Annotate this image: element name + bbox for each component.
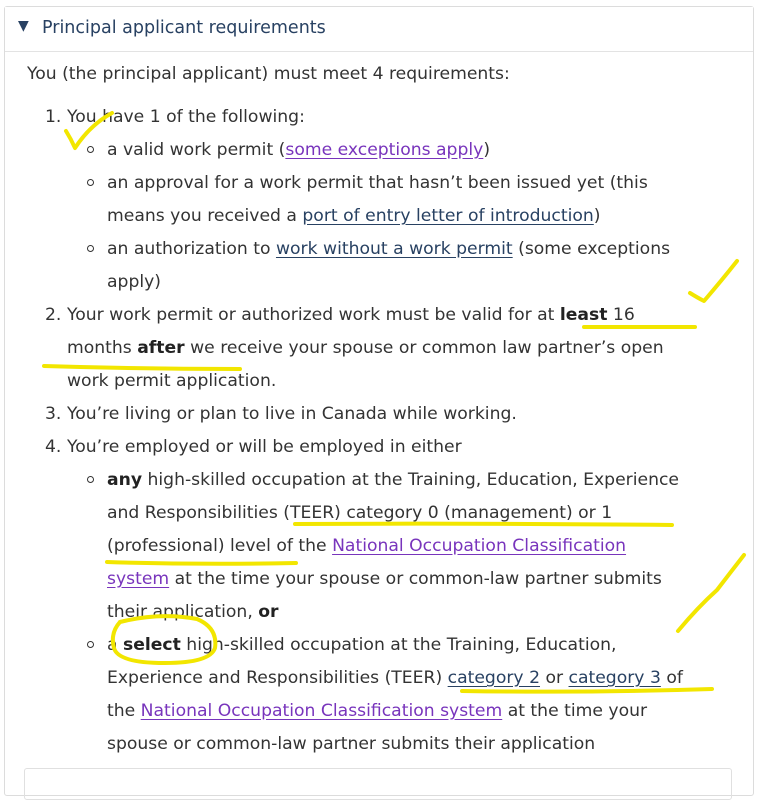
triangle-down-icon: ▼ — [18, 18, 29, 34]
req4-bullet1-line5 — [107, 600, 279, 624]
req1-bullet2-line2 — [107, 204, 601, 228]
req4-bullet2-line3 — [107, 699, 647, 723]
req4-bullet2-a: a — [107, 635, 123, 655]
req1-bullet1-text: a valid work permit ( — [107, 140, 286, 160]
req1-bullet3-text: an authorization to — [107, 239, 276, 259]
req1-bullet3-post: (some exceptions — [512, 239, 671, 259]
req3-number: 3. — [45, 404, 62, 424]
some-exceptions-link[interactable]: some exceptions apply — [285, 140, 484, 160]
req4-bullet1-text: high-skilled occupation at the Training, Education, Experience — [142, 470, 679, 490]
req4-bullet1-line2: and Responsibilities (TEER) category 0 (management) or 1 — [107, 503, 613, 523]
next-section-box — [24, 768, 732, 800]
req4-bullet2-line3-text: at the time your — [502, 701, 648, 721]
noc-link-part1[interactable]: National Occupation Classification — [332, 536, 627, 556]
req1-bullet2-text: means you received a — [107, 206, 303, 226]
req2-line1 — [67, 303, 635, 327]
req4-bold-or: or — [258, 602, 279, 622]
req2-line2 — [67, 336, 664, 360]
bullet-icon — [87, 146, 94, 153]
category-3-link[interactable]: category 3 — [568, 668, 661, 688]
req4-bullet1-line3 — [107, 534, 626, 558]
req4-bullet1-line3-text: (professional) level of the — [107, 536, 333, 556]
req4-bullet2-line1 — [107, 633, 616, 657]
req2-number: 2. — [45, 305, 62, 325]
req4-bold-select: select — [123, 635, 181, 655]
req4-bullet1-line4-text: at the time your spouse or common-law partner submits — [169, 569, 662, 589]
work-without-permit-link[interactable]: work without a work permit — [275, 239, 513, 259]
req4-bullet1-line1 — [107, 468, 679, 492]
req4-bullet2-or: or — [540, 668, 569, 688]
bullet-icon — [87, 179, 94, 186]
req2-months: months — [67, 338, 138, 358]
req1-number: 1. — [45, 107, 62, 127]
req4-bullet2-line4: spouse or common-law partner submits their application — [107, 734, 596, 754]
req2-text-16: 16 — [607, 305, 635, 325]
port-of-entry-letter-link[interactable]: port of entry letter of introduction — [302, 206, 594, 226]
req2-bold-least: least — [559, 305, 608, 325]
req4-bullet1-line5-text: their application, — [107, 602, 259, 622]
req4-bullet2-line2-text: Experience and Responsibilities (TEER) — [107, 668, 448, 688]
req1-bullet2-close: ) — [593, 206, 601, 226]
req4-bullet2-the: the — [107, 701, 141, 721]
req1-bullet3-line1 — [107, 237, 670, 261]
req2-line3: work permit application. — [67, 371, 277, 391]
bullet-icon — [87, 476, 94, 483]
req1-bullet2-line1: an approval for a work permit that hasn’t been issued yet (this — [107, 173, 648, 193]
req4-text: You’re employed or will be employed in either — [67, 437, 462, 457]
req2-bold-after: after — [137, 338, 185, 358]
req4-bullet2-text: high-skilled occupation at the Training, Education, — [180, 635, 617, 655]
category-2-link[interactable]: category 2 — [447, 668, 540, 688]
req1-bullet3-line2: apply) — [107, 272, 162, 292]
bullet-icon — [87, 245, 94, 252]
req2-text: Your work permit or authorized work must be valid for at — [67, 305, 560, 325]
noc-link-part2[interactable]: system — [107, 569, 170, 589]
noc-system-link[interactable]: National Occupation Classification system — [140, 701, 503, 721]
intro-text: You (the principal applicant) must meet 4 requirements: — [27, 64, 510, 84]
req4-bullet1-line4 — [107, 567, 662, 591]
req1-bullet1-close: ) — [483, 140, 491, 160]
req4-bullet2-line2 — [107, 666, 683, 690]
bullet-icon — [87, 641, 94, 648]
req3-text: You’re living or plan to live in Canada while working. — [67, 404, 517, 424]
req1-text: You have 1 of the following: — [67, 107, 305, 127]
req4-bold-any: any — [107, 470, 143, 490]
req4-number: 4. — [45, 437, 62, 457]
details-summary-label: Principal applicant requirements — [42, 18, 326, 38]
req2-line2-rest: we receive your spouse or common law partner’s open — [184, 338, 664, 358]
req1-bullet1 — [107, 138, 490, 162]
req4-bullet2-of: of — [660, 668, 683, 688]
